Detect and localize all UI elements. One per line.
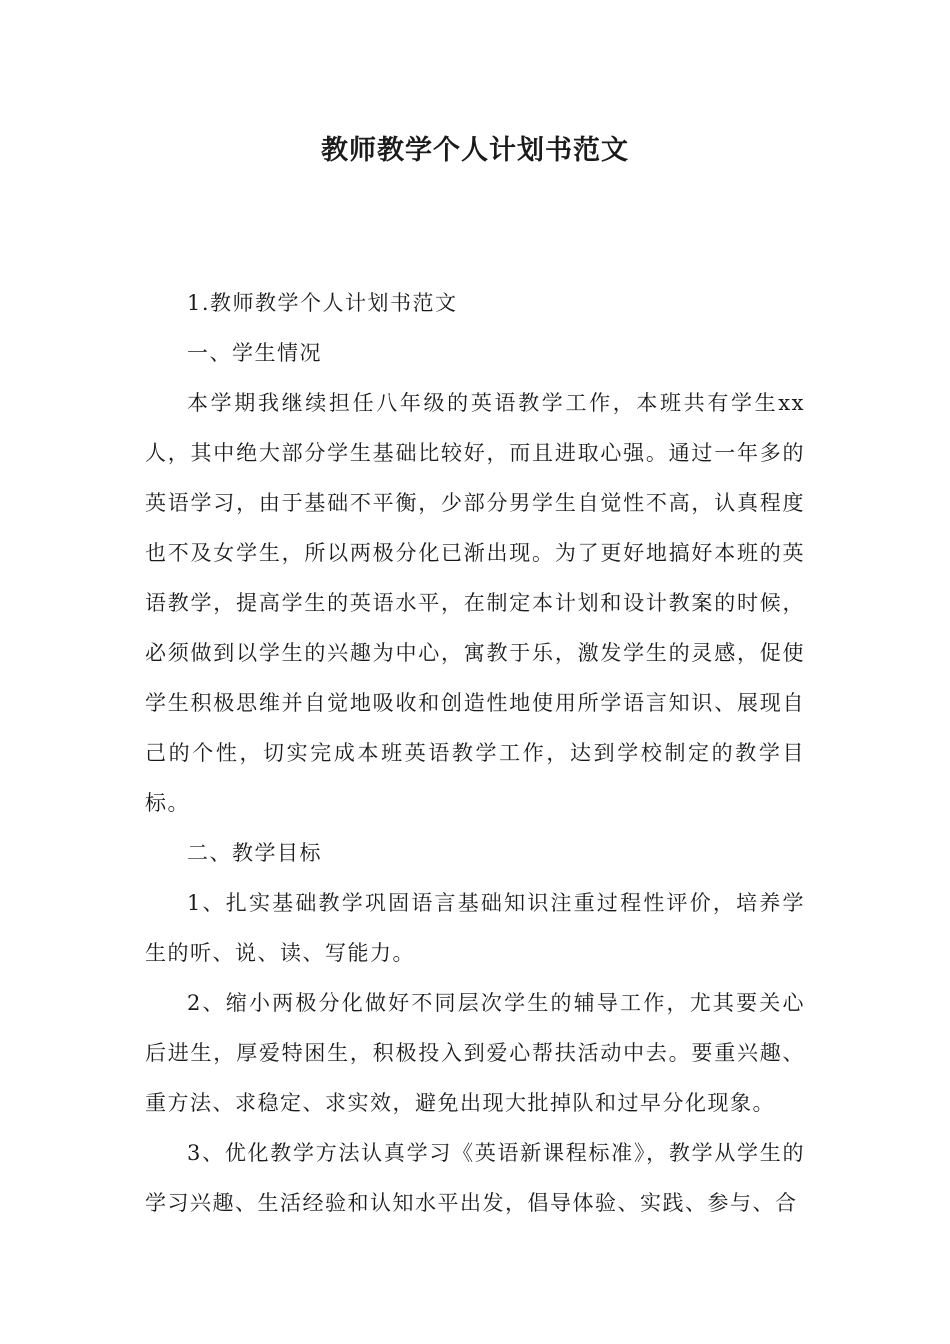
paragraph-student-situation: 本学期我继续担任八年级的英语教学工作，本班共有学生xx人，其中绝大部分学生基础比较好，而且进取心强。通过一年多的英语学习，由于基础不平衡，少部分男学生自觉性不高，认真程度也不及女学生，所以两极分化已渐出现。为了更好地搞好本班的英语教学，提高学生的英语水平，在制定本计划和设计教案的时候，必须做到以学生的兴趣为中心，寓教于乐，激发学生的灵感，促使学生积极思维并自觉地吸收和创造性地使用所学语言知识、展现自己的个性，切实完成本班英语教学工作，达到学校制定的教学目标。 — [145, 391, 805, 815]
section-heading-1: 1.教师教学个人计划书范文 — [187, 291, 458, 315]
paragraph-goal-1: 1、扎实基础教学巩固语言基础知识注重过程性评价，培养学生的听、说、读、写能力。 — [145, 891, 805, 965]
document-title: 教师教学个人计划书范文 — [321, 135, 629, 166]
paragraph-goal-3: 3、优化教学方法认真学习《英语新课程标准》，教学从学生的学习兴趣、生活经验和认知水平出发，倡导体验、实践、参与、合 — [145, 1141, 805, 1215]
document-body — [145, 278, 805, 1228]
paragraph-goal-2: 2、缩小两极分化做好不同层次学生的辅导工作，尤其要关心后进生，厚爱特困生，积极投入到爱心帮扶活动中去。要重兴趣、重方法、求稳定、求实效，避免出现大批掉队和过早分化现象。 — [145, 991, 805, 1115]
section-heading-teaching-goals: 二、教学目标 — [187, 841, 322, 865]
section-heading-student-situation: 一、学生情况 — [187, 341, 322, 365]
